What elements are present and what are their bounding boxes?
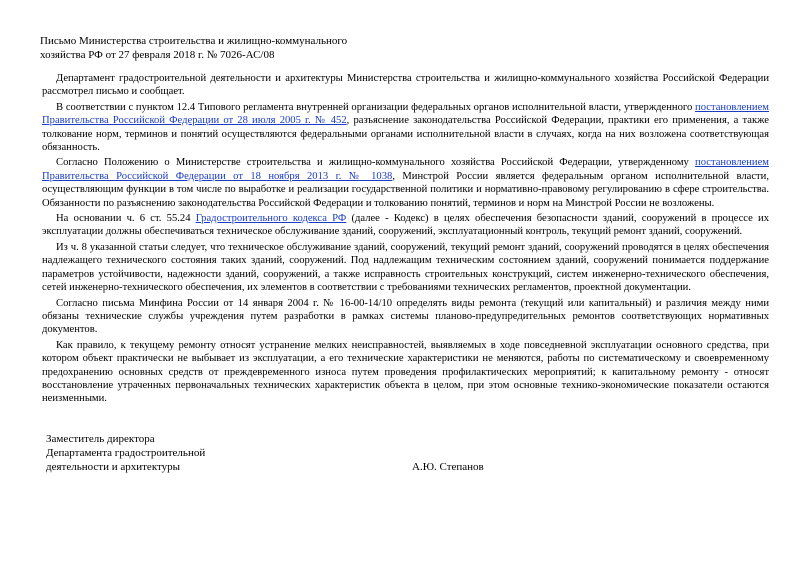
signer-position-line-3: деятельности и архитектуры <box>46 460 181 473</box>
link-decree-1038[interactable]: постановлением Правительства Российской Федерации от 18 ноября 2013 г. № 1038 <box>42 157 769 182</box>
paragraph-4 <box>40 212 769 239</box>
paragraph-3-text-before: Согласно Положению о Министерстве строительства и жилищно-коммунального хозяйства Российской Федерации, утвержденному <box>56 157 696 169</box>
paragraph-4-text-before: На основании ч. 6 ст. 55.24 <box>56 213 196 225</box>
paragraph-2-text-after: , разъяснение законодательства Российской Федерации, практики его применения, а также толкование норм, терминов и понятий осуществляются федеральными органами исполнительной власти в случаях, когда на них возложена соответствующая обязанность. <box>42 115 769 154</box>
paragraph-6: Согласно письма Минфина России от 14 января 2004 г. № 16-00-14/10 определять виды ремонта (текущий или капитальный) и различия между ними обязаны технические службы учреждения путем разработки в рамках системы планово-предупредительных ремонтов соответствующих нормативных документов. <box>42 297 769 336</box>
paragraph-1: Департамент градостроительной деятельности и архитектуры Министерства строительства и жилищно-коммунального хозяйства Российской Федерации рассмотрел письмо и сообщает. <box>42 73 769 98</box>
paragraph-3-text-after: , Минстрой России является федеральным органом исполнительной власти, осуществляющим функции в том числе по выработке и реализации государственной политики и нормативно-правовому регулированию в сфере строительства. Обязанности по разъяснению законодательства Российской Федерации и толкованию понятий, терминов и норм на Минстрой России не возложены. <box>42 170 769 209</box>
signer-position-line-2: Департамента градостроительной <box>46 446 206 459</box>
signer-name: А.Ю. Степанов <box>412 460 484 473</box>
paragraph-5: Из ч. 8 указанной статьи следует, что техническое обслуживание зданий, сооружений, текущий ремонт зданий, сооружений проводятся в целях обеспечения надлежащего технического состояния таких зданий, сооружений. Под надлежащим техническим состоянием зданий, сооружений понимается поддержание параметров устойчивости, надежности зданий, сооружений, а также исправность строительных конструкций, систем инженерно-технического обеспечения, сетей инженерно-технического обеспечения, их элементов в соответствии с требованиями технических регламентов, проектной документации. <box>42 241 769 294</box>
signer-position-line-1: Заместитель директора <box>46 432 155 445</box>
paragraph-4-text-after: (далее - Кодекс) в целях обеспечения безопасности зданий, сооружений в процессе их эксплуатации должны обеспечиваться техническое обслуживание зданий, сооружений, эксплуатационный контроль, текущий ремонт зданий, сооружений. <box>42 213 769 238</box>
link-urban-planning-code[interactable]: Градостроительного кодекса РФ <box>195 213 347 225</box>
paragraph-3 <box>40 156 769 210</box>
link-decree-452[interactable]: постановлением Правительства Российской Федерации от 28 июля 2005 г. № 452 <box>42 101 769 127</box>
document-title <box>40 34 769 62</box>
paragraph-7: Как правило, к текущему ремонту относят устранение мелких неисправностей, выявляемых в ходе повседневной эксплуатации основного средства, при котором объект практически не выбывает из эксплуатации, а его технические характеристики не меняются, работы по систематическому и своевременному предохранению основных средств от преждевременного износа путем проведения профилактических мероприятий; к капитальному ремонту - относят восстановление утраченных первоначальных технических характеристик объекта в целом, при этом основные технико-экономические показатели остаются неизменными. <box>42 339 769 405</box>
paragraph-2-text-before: В соответствии с пунктом 12.4 Типового регламента внутренней организации федеральных органов исполнительной власти, утвержденного <box>56 101 696 113</box>
title-line-1: Письмо Министерства строительства и жилищно-коммунального <box>40 35 348 47</box>
signature-block <box>40 432 769 474</box>
title-line-2: хозяйства РФ от 27 февраля 2018 г. № 7026-АС/08 <box>40 49 275 61</box>
paragraph-2 <box>40 101 769 155</box>
